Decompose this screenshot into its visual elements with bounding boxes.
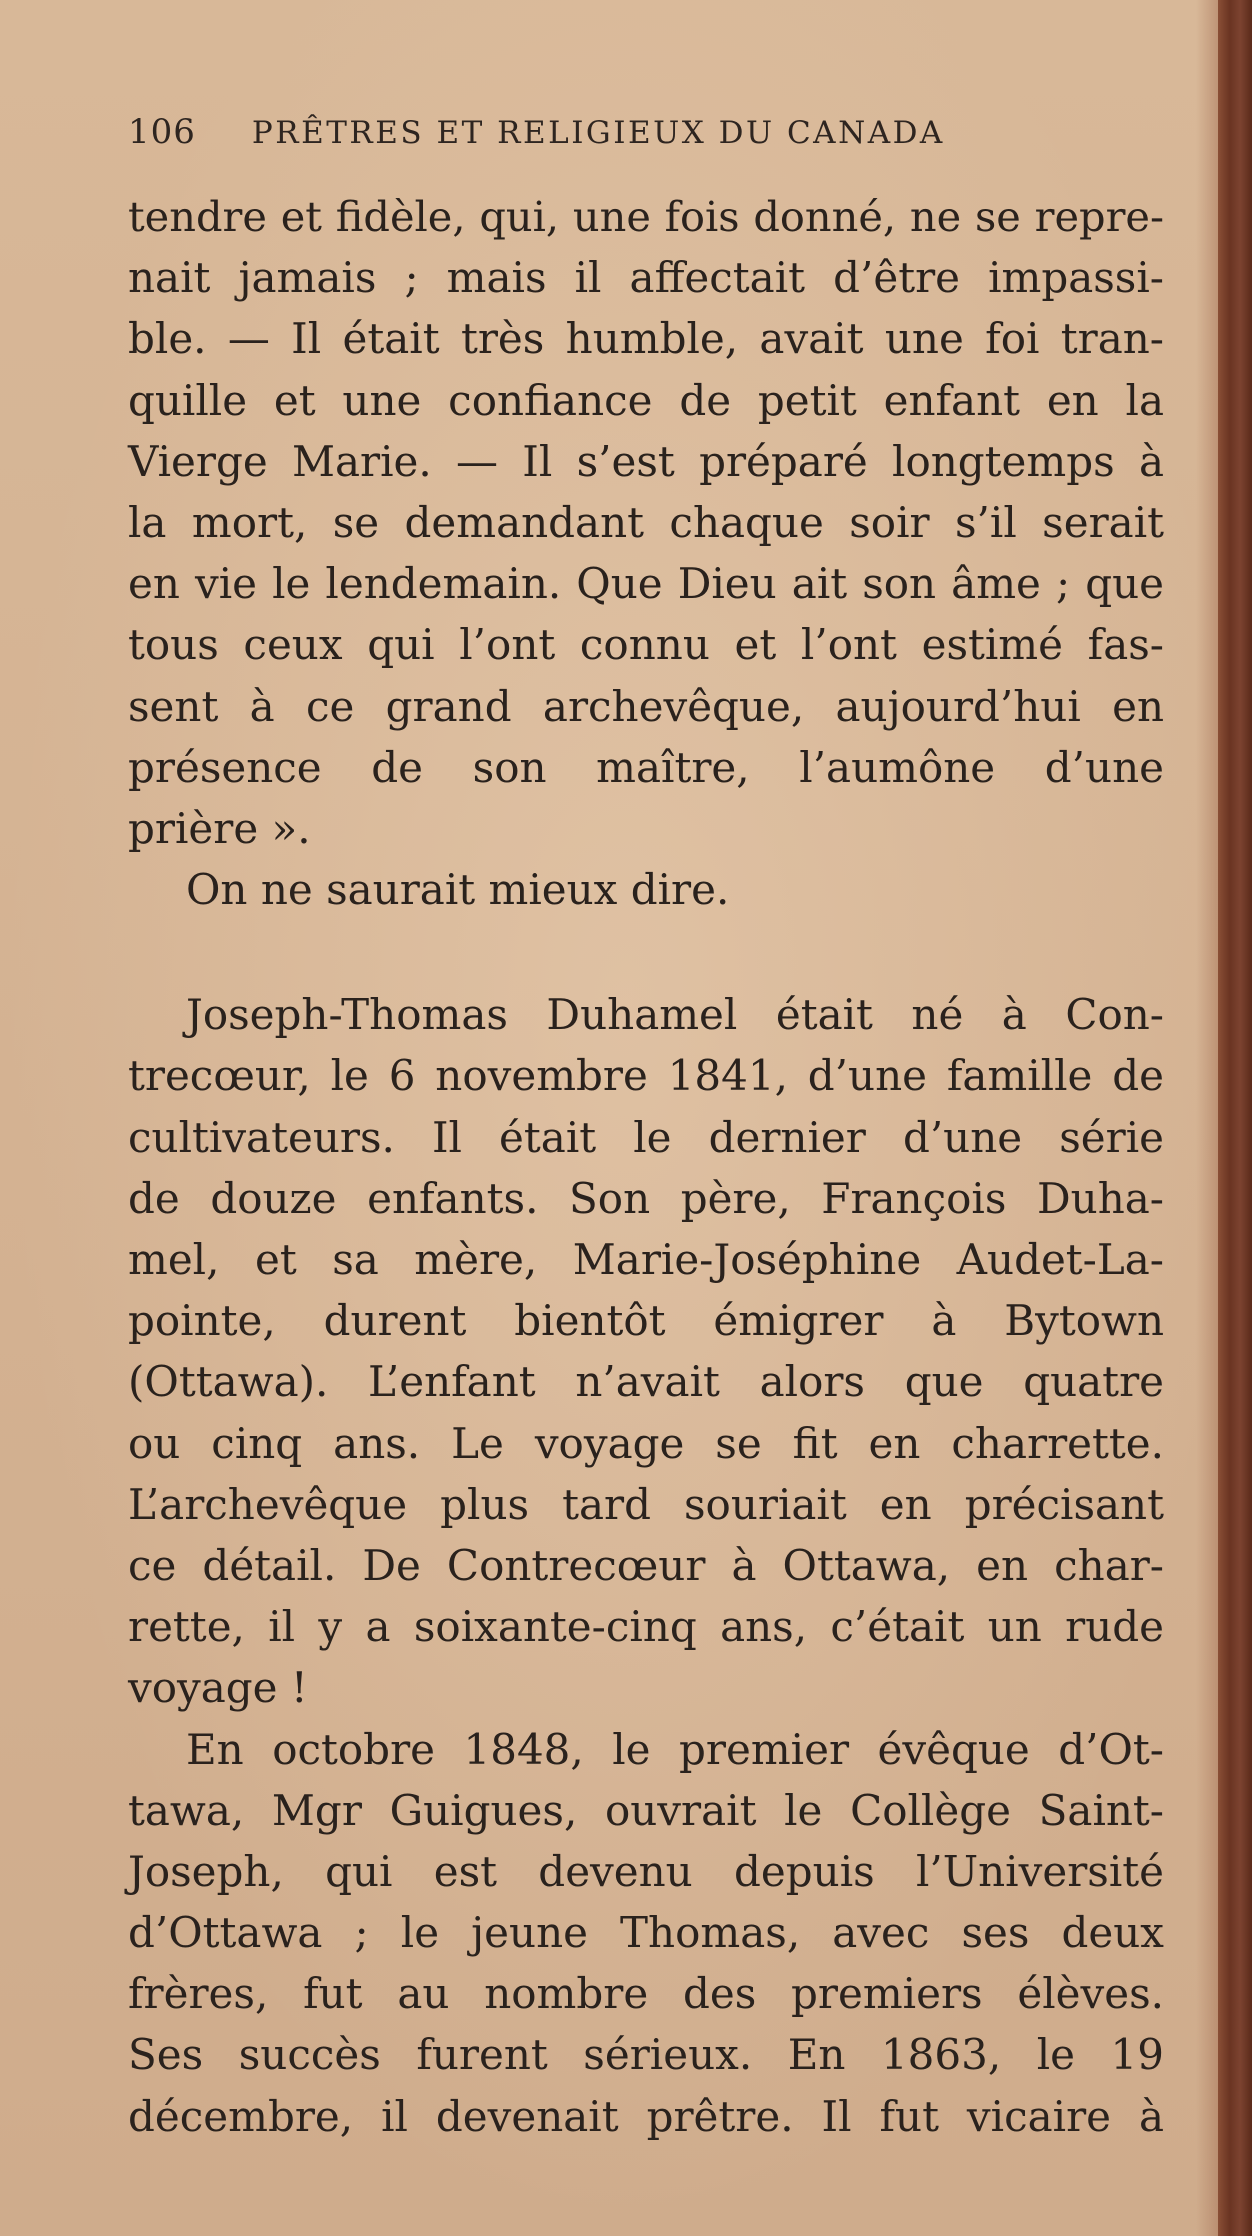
text-line: On ne saurait mieux dire.: [186, 865, 730, 915]
text-line: d’Ottawa ; le jeune Thomas, avec ses deux: [128, 1908, 1164, 1958]
text-line: frères, fut au nombre des premiers élèves.: [128, 1969, 1164, 2019]
text-line: (Ottawa). L’enfant n’avait alors que quatre: [128, 1357, 1164, 1407]
text-line: prière ».: [128, 803, 311, 853]
text-line: Joseph-Thomas Duhamel était né à Con-: [186, 990, 1164, 1040]
text-line: nait jamais ; mais il affectait d’être impassi-: [128, 253, 1164, 303]
text-line: ble. — Il était très humble, avait une foi tran-: [128, 314, 1164, 364]
text-line: Ses succès furent sérieux. En 1863, le 19: [128, 2030, 1164, 2080]
text-line: la mort, se demandant chaque soir s’il serait: [128, 497, 1164, 547]
text-line: ou cinq ans. Le voyage se fit en charrette.: [128, 1418, 1164, 1468]
text-line: mel, et sa mère, Marie-Joséphine Audet-La-: [128, 1235, 1164, 1284]
text-line: Joseph, qui est devenu depuis l’Université: [128, 1846, 1164, 1896]
text-line: décembre, il devenait prêtre. Il fut vicaire à: [128, 2091, 1164, 2141]
text-line: Vierge Marie. — Il s’est préparé longtemps à: [128, 436, 1164, 486]
text-line: quille et une confiance de petit enfant en la: [128, 375, 1164, 425]
text-line: L’archevêque plus tard souriait en précisant: [128, 1479, 1164, 1529]
page-number: 106: [128, 112, 196, 152]
text-line: tawa, Mgr Guigues, ouvrait le Collège Saint-: [128, 1785, 1164, 1835]
running-header: [128, 112, 1128, 166]
text-line: de douze enfants. Son père, François Duha-: [128, 1173, 1164, 1223]
text-line: en vie le lendemain. Que Dieu ait son âme ; que: [128, 559, 1164, 609]
text-line: rette, il y a soixante-cinq ans, c’était un rude: [128, 1602, 1164, 1652]
text-line: voyage !: [128, 1663, 308, 1713]
text-line: ce détail. De Contrecœur à Ottawa, en char-: [128, 1540, 1164, 1590]
text-line: tendre et fidèle, qui, une fois donné, ne se repre-: [128, 192, 1164, 241]
section-gap: [128, 920, 1164, 984]
body-text: [128, 186, 1164, 2147]
text-line: présence de son maître, l’aumône d’une: [128, 742, 1164, 792]
text-line: tous ceux qui l’ont connu et l’ont estimé fas-: [128, 620, 1164, 670]
text-line: En octobre 1848, le premier évêque d’Ot-: [186, 1724, 1164, 1774]
text-line: pointe, durent bientôt émigrer à Bytown: [128, 1296, 1164, 1346]
text-line: trecœur, le 6 novembre 1841, d’une famille de: [128, 1051, 1164, 1101]
text-line: cultivateurs. Il était le dernier d’une série: [128, 1112, 1164, 1162]
running-title: PRÊTRES ET RELIGIEUX DU CANADA: [251, 115, 945, 151]
book-spine: [1218, 0, 1252, 2236]
text-line: sent à ce grand archevêque, aujourd’hui en: [128, 681, 1164, 731]
page-edge-shadow: [1196, 0, 1218, 2236]
